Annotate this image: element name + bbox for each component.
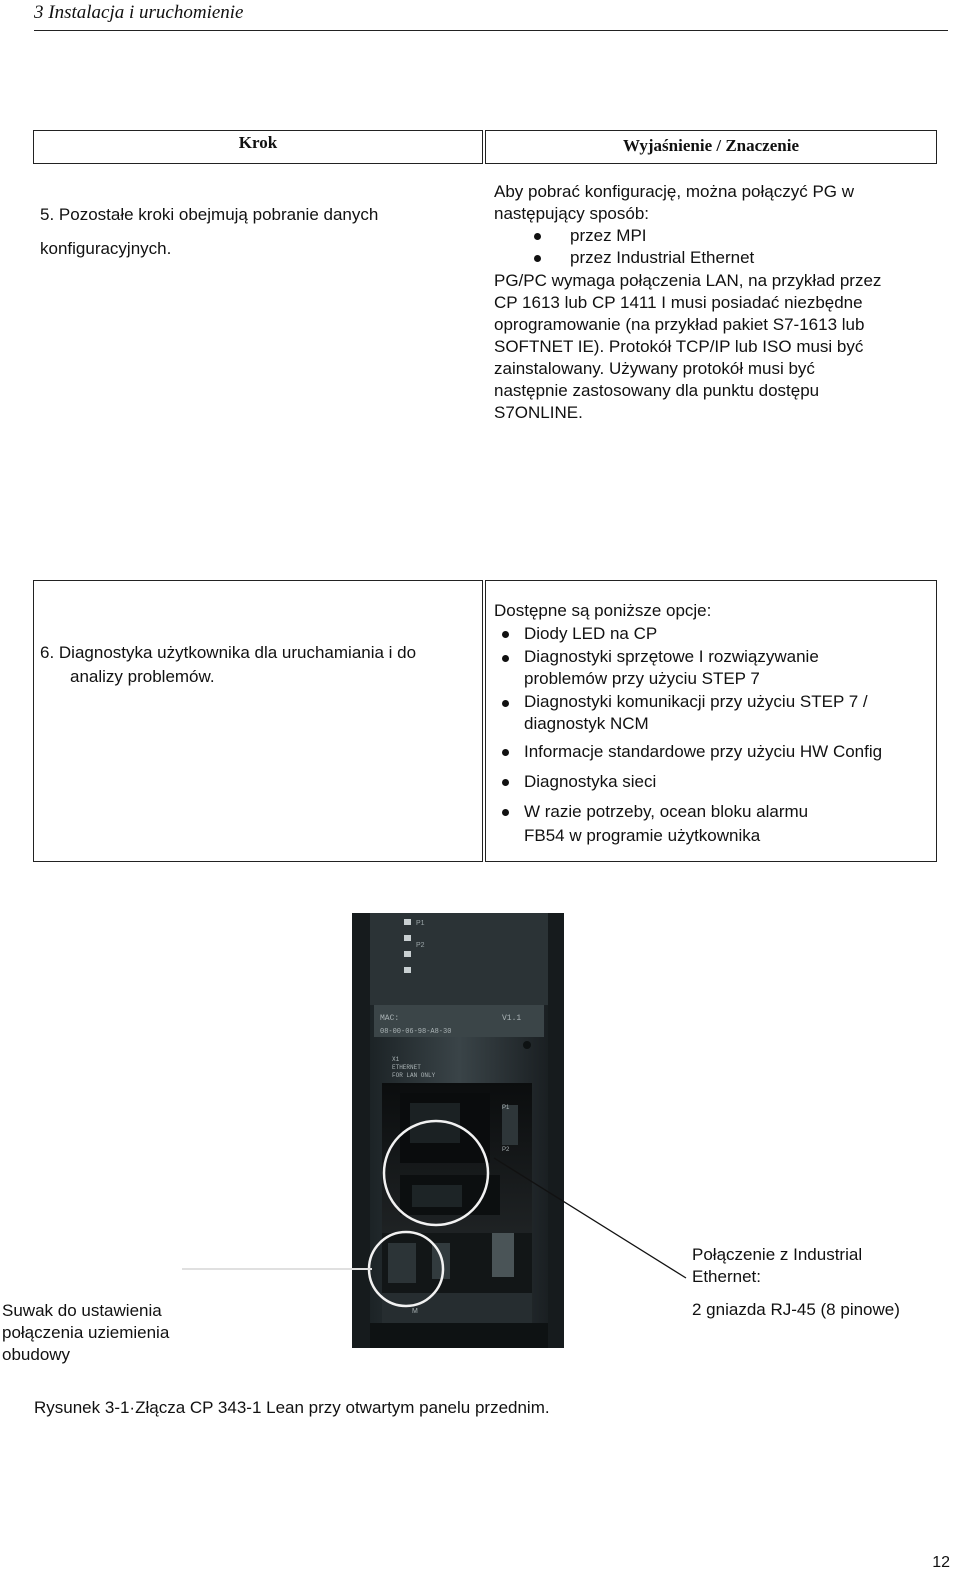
port-x1-label: X1 [392, 1056, 400, 1063]
bullet-dot [502, 749, 509, 756]
bullet-dot [502, 631, 509, 638]
ethernet-label-line: Połączenie z Industrial [692, 1245, 863, 1264]
ground-slider-label-line: obudowy [2, 1345, 71, 1364]
row6-bullet-text: diagnostyk NCM [524, 714, 649, 733]
bullet-dot [502, 809, 509, 816]
port-lan-only-label: FOR LAN ONLY [392, 1072, 436, 1079]
version-label: V1.1 [502, 1014, 522, 1023]
ground-slider-label-line: Suwak do ustawienia [2, 1301, 162, 1320]
led-label-p2: P2 [416, 942, 425, 949]
port-p2-label: P2 [502, 1147, 510, 1153]
row5-step-line1: 5. Pozostałe kroki obejmują pobranie danych [40, 205, 379, 224]
page-header-title: 3 Instalacja i uruchomienie [34, 2, 244, 23]
row5-para-line: oprogramowanie (na przykład pakiet S7-1613 lub [494, 315, 865, 334]
bullet-dot [534, 255, 541, 262]
ground-slider-label-line: połączenia uziemienia [2, 1323, 170, 1342]
row6-step-box [33, 580, 483, 862]
ethernet-connection-label [692, 1244, 900, 1321]
row5-bullet-text: przez MPI [570, 226, 647, 245]
bullet-dot [502, 655, 509, 662]
ground-label: M [412, 1308, 418, 1315]
row6-step-line2: analizy problemów. [70, 667, 215, 686]
cp343-device-image [352, 913, 564, 1348]
port-p1-label: P1 [502, 1105, 510, 1111]
page-number: 12 [932, 1554, 950, 1571]
row6-bullet-text: W razie potrzeby, ocean bloku alarmu [524, 802, 809, 821]
bullet-dot [502, 700, 509, 707]
row5-para-line: następnie zastosowany dla punktu dostępu [494, 381, 820, 400]
row5-intro-line2: następujący sposób: [494, 204, 649, 223]
row6-bullet-text: FB54 w programie użytkownika [524, 826, 761, 845]
mac-address: 08-00-06-98-A8-30 [380, 1028, 452, 1036]
row5-para-line: SOFTNET IE). Protokół TCP/IP lub ISO musi być [494, 337, 864, 356]
ethernet-label-line: 2 gniazda RJ-45 (8 pinowe) [692, 1300, 900, 1319]
bullet-dot [534, 233, 541, 240]
col1-header: Krok [238, 133, 278, 152]
row6-bullet-text: problemów przy użyciu STEP 7 [524, 669, 760, 688]
row5-intro-line1: Aby pobrać konfigurację, można połączyć PG w [494, 182, 855, 201]
row6-bullet-text: Diody LED na CP [524, 624, 658, 643]
port-ethernet-label: ETHERNET [392, 1064, 421, 1071]
row6-bullet-text: Diagnostyka sieci [524, 772, 657, 791]
row5-para-line: S7ONLINE. [494, 403, 583, 422]
row6-bullet-text: Diagnostyki sprzętowe I rozwiązywanie [524, 647, 819, 666]
row6-step-line1: 6. Diagnostyka użytkownika dla uruchamiania i do [40, 643, 417, 662]
figure-caption: Rysunek 3-1·Złącza CP 343-1 Lean przy otwartym panelu przednim. [34, 1398, 550, 1417]
row5-para-line: PG/PC wymaga połączenia LAN, na przykład przez [494, 271, 882, 290]
row5-para-line: CP 1613 lub CP 1411 I musi posiadać niezbędne [494, 293, 863, 312]
row5-para-line: zainstalowany. Używany protokół musi być [494, 359, 815, 378]
row5-bullet-text: przez Industrial Ethernet [570, 248, 755, 267]
ground-slider-label [2, 1300, 169, 1366]
led-label-p1: P1 [416, 920, 425, 927]
mac-label: MAC: [380, 1014, 400, 1023]
row5-step-line2: konfiguracyjnych. [40, 239, 172, 258]
row6-bullet-text: Informacje standardowe przy użyciu HW Config [524, 742, 883, 761]
row6-intro: Dostępne są poniższe opcje: [494, 601, 712, 620]
col2-header: Wyjaśnienie / Znaczenie [623, 136, 799, 155]
header-rule [34, 30, 948, 31]
row6-bullet-text: Diagnostyki komunikacji przy użyciu STEP 7 / [524, 692, 868, 711]
ethernet-label-line: Ethernet: [692, 1267, 761, 1286]
bullet-dot [502, 779, 509, 786]
